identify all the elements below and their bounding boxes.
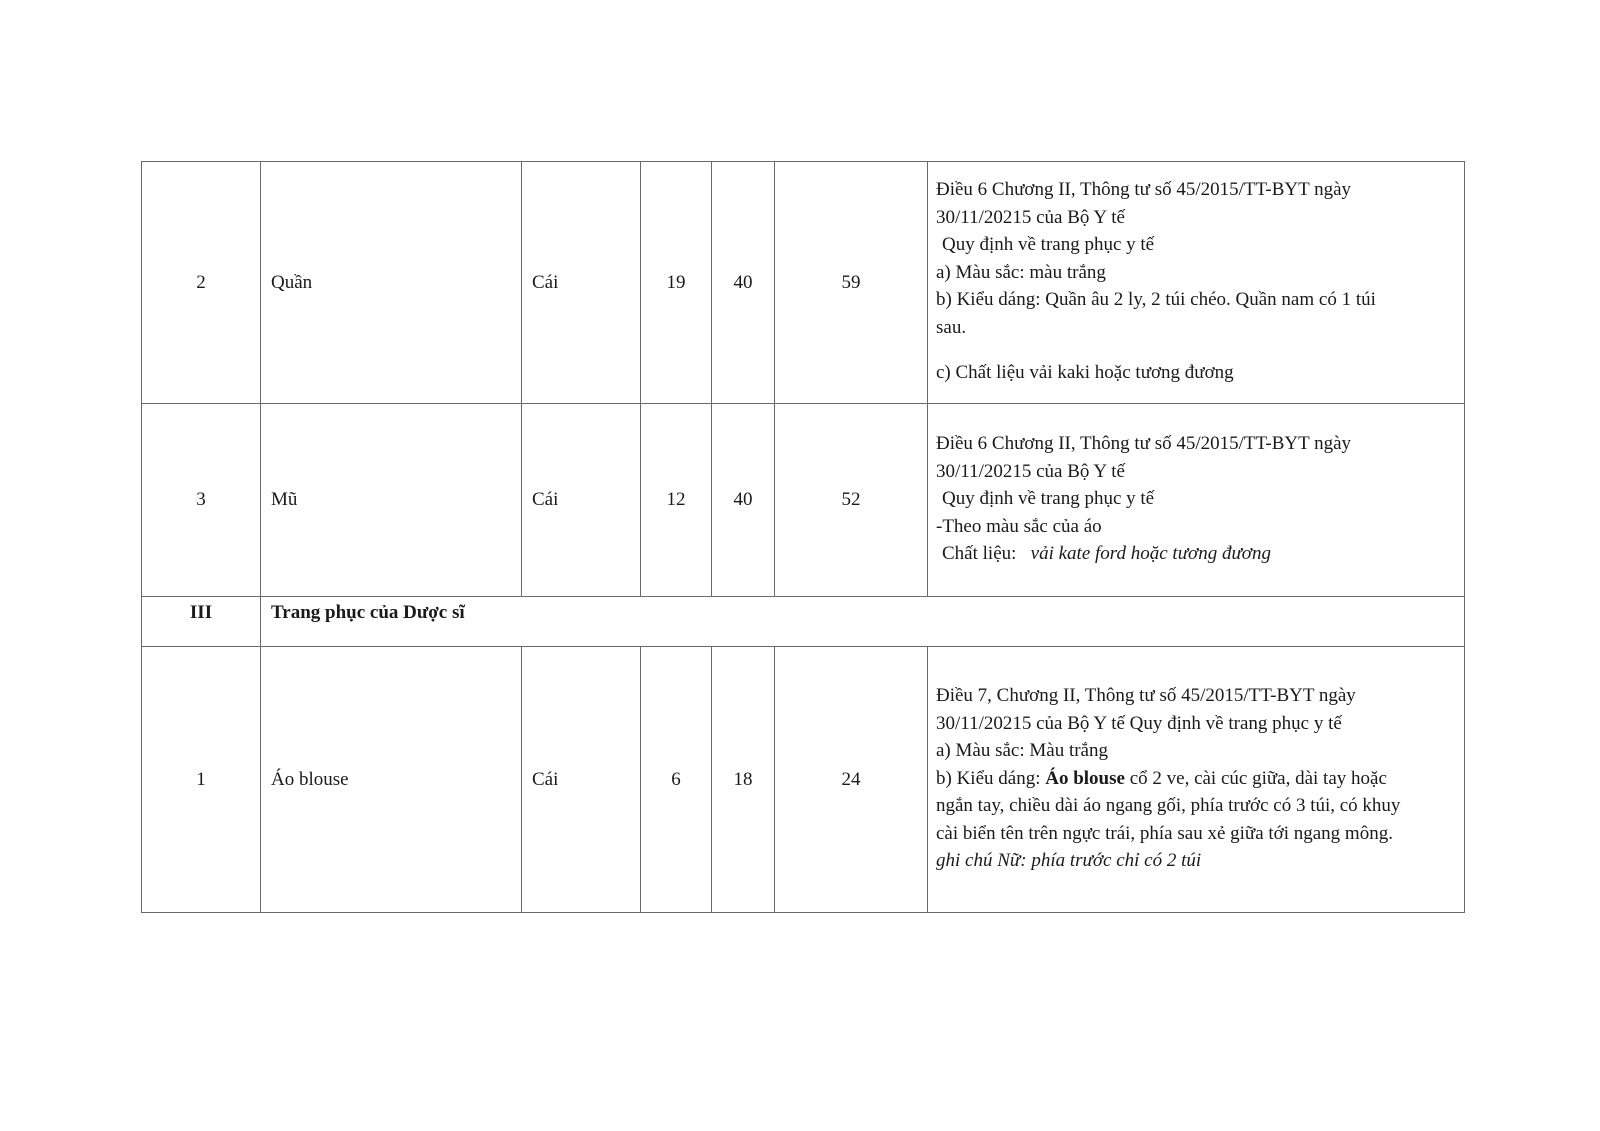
desc-line: a) Màu sắc: Màu trắng (936, 740, 1108, 762)
section-row (142, 597, 1465, 647)
quantity-2: 40 (712, 162, 775, 404)
desc-line (936, 765, 1456, 793)
desc-line: 30/11/20215 của Bộ Y tế (936, 206, 1125, 228)
row-stt: 2 (142, 162, 261, 404)
quantity-2: 18 (712, 647, 775, 913)
item-description (928, 647, 1465, 913)
item-name: Quần (261, 162, 522, 404)
table-row (142, 647, 1465, 913)
quantity-2: 40 (712, 404, 775, 597)
table-row (142, 162, 1465, 404)
desc-line: Điều 7, Chương II, Thông tư số 45/2015/TT-BYT ngày (936, 685, 1356, 707)
quantity-total: 24 (775, 647, 928, 913)
desc-line: 30/11/20215 của Bộ Y tế (936, 460, 1125, 482)
desc-line: a) Màu sắc: màu trắng (936, 261, 1106, 283)
desc-line: sau. (936, 316, 967, 338)
quantity-total: 59 (775, 162, 928, 404)
material-value: vải kate ford hoặc tương đương (1030, 543, 1271, 565)
desc-line: c) Chất liệu vải kaki hoặc tương đương (936, 362, 1234, 384)
desc-line: Điều 6 Chương II, Thông tư số 45/2015/TT-BYT ngày (936, 433, 1352, 455)
material-label: Chất liệu: (942, 543, 1017, 565)
style-bold-term: Áo blouse (1045, 767, 1125, 789)
desc-note: ghi chú Nữ: phía trước chỉ có 2 túi (936, 850, 1202, 872)
desc-line: 30/11/20215 của Bộ Y tế Quy định về trang phục y tế (936, 712, 1342, 734)
style-prefix: b) Kiểu dáng: (936, 767, 1046, 789)
desc-line: Quy định về trang phục y tế (942, 234, 1155, 256)
desc-line: b) Kiểu dáng: Quần âu 2 ly, 2 túi chéo. Quần nam có 1 túi (936, 289, 1376, 311)
desc-line: Điều 6 Chương II, Thông tư số 45/2015/TT-BYT ngày (936, 179, 1352, 201)
desc-line: Quy định về trang phục y tế (942, 488, 1155, 510)
item-name: Áo blouse (261, 647, 522, 913)
uniform-table (141, 161, 1465, 913)
desc-line: ngắn tay, chiều dài áo ngang gối, phía trước có 3 túi, có khuy (936, 795, 1401, 817)
desc-line (936, 540, 1456, 568)
quantity-total: 52 (775, 404, 928, 597)
quantity-1: 19 (641, 162, 712, 404)
item-unit: Cái (522, 162, 641, 404)
section-number: III (142, 597, 261, 647)
row-stt: 3 (142, 404, 261, 597)
style-rest: cổ 2 ve, cài cúc giữa, dài tay hoặc (1124, 767, 1387, 789)
item-description (928, 404, 1465, 597)
item-name: Mũ (261, 404, 522, 597)
quantity-1: 6 (641, 647, 712, 913)
table-row (142, 404, 1465, 597)
quantity-1: 12 (641, 404, 712, 597)
row-stt: 1 (142, 647, 261, 913)
section-title: Trang phục của Dược sĩ (261, 597, 1465, 647)
desc-line: cài biển tên trên ngực trái, phía sau xẻ giữa tới ngang mông. (936, 822, 1393, 844)
desc-line: -Theo màu sắc của áo (936, 515, 1102, 537)
item-unit: Cái (522, 404, 641, 597)
item-description (928, 162, 1465, 404)
item-unit: Cái (522, 647, 641, 913)
